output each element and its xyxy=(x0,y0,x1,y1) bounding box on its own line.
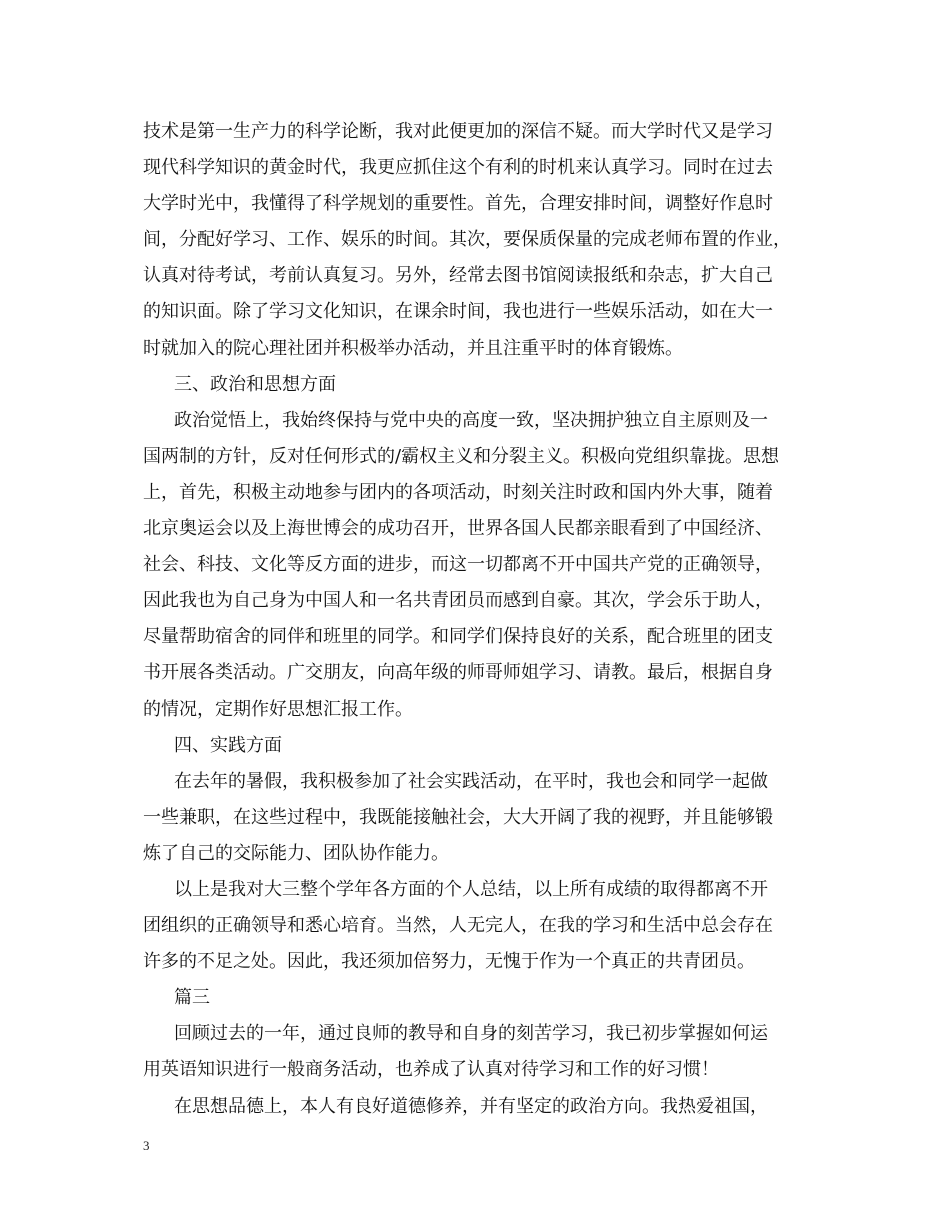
text-line: 尽量帮助宿舍的同伴和班里的同学。和同学们保持良好的关系，配合班里的团支 xyxy=(143,626,773,648)
text-line: 大学时光中，我懂得了科学规划的重要性。首先，合理安排时间，调整好作息时 xyxy=(143,193,773,215)
text-line: 篇三 xyxy=(174,987,210,1009)
document-body xyxy=(143,114,811,1125)
text-line: 书开展各类活动。广交朋友，向高年级的师哥师姐学习、请教。最后，根据自身 xyxy=(143,662,773,684)
text-line: 回顾过去的一年，通过良师的教导和自身的刻苦学习，我已初步掌握如何运 xyxy=(174,1023,768,1045)
text-line: 团组织的正确领导和悉心培育。当然，人无完人，在我的学习和生活中总会存在 xyxy=(143,915,773,937)
text-line: 时就加入的院心理社团并积极举办活动，并且注重平时的体育锻炼。 xyxy=(143,337,683,359)
text-line: 许多的不足之处。因此，我还须加倍努力，无愧于作为一个真正的共青团员。 xyxy=(143,951,755,973)
text-line: 以上是我对大三整个学年各方面的个人总结，以上所有成绩的取得都离不开 xyxy=(174,878,768,900)
text-line: 用英语知识进行一般商务活动，也养成了认真对待学习和工作的好习惯！ xyxy=(143,1059,719,1081)
text-line: 三、政治和思想方面 xyxy=(174,373,336,395)
page-number: 3 xyxy=(143,1138,150,1153)
text-line: 现代科学知识的黄金时代，我更应抓住这个有利的时机来认真学习。同时在过去 xyxy=(143,157,773,179)
text-line: 国两制的方针，反对任何形式的/霸权主义和分裂主义。积极向党组织靠拢。思想 xyxy=(143,445,780,467)
text-line: 四、实践方面 xyxy=(174,734,282,756)
text-line: 一些兼职，在这些过程中，我既能接触社会，大大开阔了我的视野，并且能够锻 xyxy=(143,806,773,828)
text-line: 技术是第一生产力的科学论断，我对此便更加的深信不疑。而大学时代又是学习 xyxy=(143,121,773,142)
text-line: 的情况，定期作好思想汇报工作。 xyxy=(143,698,413,720)
text-line: 在思想品德上，本人有良好道德修养，并有坚定的政治方向。我热爱祖国， xyxy=(174,1095,768,1117)
text-line: 认真对待考试，考前认真复习。另外，经常去图书馆阅读报纸和杂志，扩大自己 xyxy=(143,265,773,287)
text-line: 社会、科技、文化等反方面的进步，而这一切都离不开中国共产党的正确领导， xyxy=(143,554,773,576)
text-line: 政治觉悟上，我始终保持与党中央的高度一致，坚决拥护独立自主原则及一 xyxy=(174,409,768,431)
text-line: 在去年的暑假，我积极参加了社会实践活动，在平时，我也会和同学一起做 xyxy=(174,770,768,792)
text-line: 间，分配好学习、工作、娱乐的时间。其次，要保质保量的完成老师布置的作业， xyxy=(143,229,791,251)
text-line: 的知识面。除了学习文化知识，在课余时间，我也进行一些娱乐活动，如在大一 xyxy=(143,301,773,323)
text-line: 因此我也为自己身为中国人和一名共青团员而感到自豪。其次，学会乐于助人， xyxy=(143,590,773,612)
text-line: 北京奥运会以及上海世博会的成功召开，世界各国人民都亲眼看到了中国经济、 xyxy=(143,518,773,540)
text-line: 上，首先，积极主动地参与团内的各项活动，时刻关注时政和国内外大事，随着 xyxy=(143,481,773,503)
text-line: 炼了自己的交际能力、团队协作能力。 xyxy=(143,842,449,864)
